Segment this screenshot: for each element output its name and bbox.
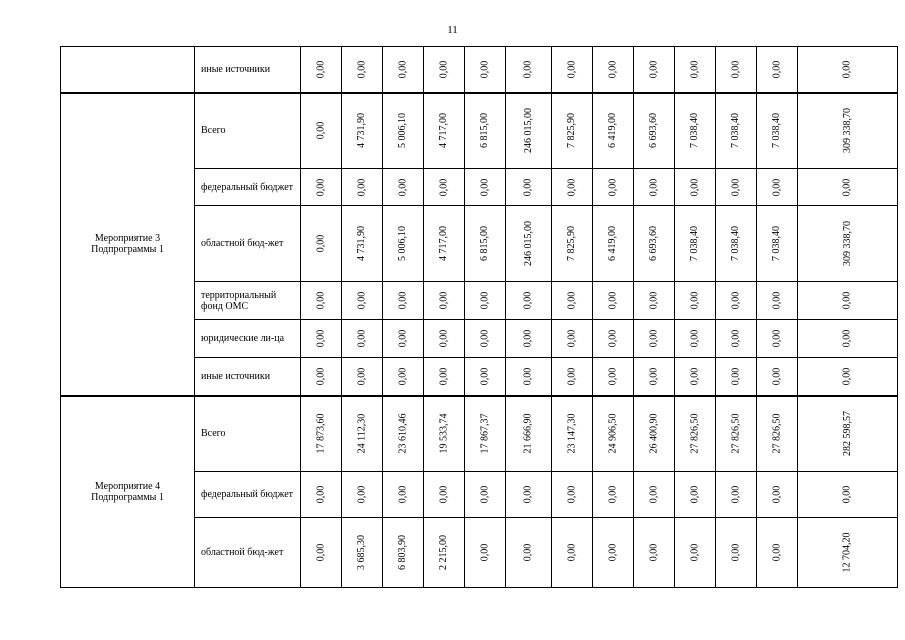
- value-cell: [674, 472, 715, 518]
- value-cell: [633, 396, 674, 472]
- value-text: 0,00: [522, 329, 534, 348]
- value-cell: [674, 206, 715, 282]
- value-cell: [551, 93, 592, 169]
- value-text: 0,00: [841, 60, 853, 78]
- value-text: 0,00: [771, 291, 783, 310]
- value-text: 0,00: [730, 178, 742, 196]
- value-text: 27 826,50: [689, 413, 701, 454]
- value-text: 0,00: [438, 329, 450, 348]
- value-cell: [756, 518, 797, 588]
- value-text: 7 038,40: [730, 113, 742, 149]
- value-cell: [674, 282, 715, 320]
- value-text: 0,00: [607, 178, 619, 196]
- value-cell: [715, 206, 756, 282]
- value-cell: [592, 47, 633, 93]
- value-cell: [715, 282, 756, 320]
- value-text: 6 693,60: [648, 113, 660, 149]
- value-text: 0,00: [356, 367, 368, 385]
- value-text: 2 215,00: [438, 535, 450, 570]
- value-text: 0,00: [479, 367, 491, 385]
- table-row: [61, 47, 898, 93]
- value-cell: [674, 358, 715, 396]
- value-cell: [756, 93, 797, 169]
- value-cell: [592, 169, 633, 206]
- value-text: 0,00: [841, 329, 853, 348]
- value-text: 0,00: [315, 178, 327, 196]
- value-cell: [301, 206, 342, 282]
- value-cell: [423, 47, 464, 93]
- value-text: 4 731,90: [356, 113, 368, 149]
- funding-source: областной бюд-жет: [195, 206, 301, 282]
- value-cell: [342, 282, 383, 320]
- value-text: 0,00: [356, 60, 368, 78]
- value-text: 0,00: [479, 178, 491, 196]
- value-text: 7 038,40: [771, 226, 783, 261]
- value-cell: [592, 93, 633, 169]
- value-cell: [715, 518, 756, 588]
- value-text: 0,00: [315, 122, 327, 140]
- value-cell: [382, 206, 423, 282]
- value-cell: [633, 93, 674, 169]
- value-cell: [551, 206, 592, 282]
- value-text: 0,00: [771, 329, 783, 348]
- total-cell: [797, 472, 897, 518]
- total-cell: [797, 93, 897, 169]
- value-text: 23 147,30: [566, 413, 578, 454]
- value-cell: [674, 47, 715, 93]
- value-text: 7 038,40: [689, 226, 701, 261]
- value-cell: [633, 169, 674, 206]
- value-cell: [633, 358, 674, 396]
- total-cell: [797, 518, 897, 588]
- event-title: Мероприятие 3: [94, 233, 161, 244]
- funding-source: иные источники: [195, 47, 301, 93]
- value-text: 0,00: [841, 178, 853, 196]
- value-text: 7 038,40: [771, 113, 783, 149]
- value-text: 0,00: [479, 329, 491, 348]
- value-cell: [301, 320, 342, 358]
- value-text: 0,00: [689, 60, 701, 78]
- total-cell: [797, 396, 897, 472]
- value-cell: [382, 472, 423, 518]
- value-cell: [423, 396, 464, 472]
- value-cell: [382, 518, 423, 588]
- value-text: 0,00: [356, 329, 368, 348]
- value-cell: [715, 358, 756, 396]
- value-cell: [592, 282, 633, 320]
- value-cell: [423, 320, 464, 358]
- value-cell: [674, 169, 715, 206]
- value-text: 0,00: [566, 329, 578, 348]
- value-cell: [674, 320, 715, 358]
- value-cell: [423, 472, 464, 518]
- funding-source: областной бюд-жет: [195, 518, 301, 588]
- value-cell: [756, 282, 797, 320]
- value-text: 17 867,37: [479, 413, 491, 454]
- value-text: 0,00: [648, 178, 660, 196]
- value-cell: [551, 47, 592, 93]
- value-cell: [633, 472, 674, 518]
- total-cell: [797, 206, 897, 282]
- value-text: 26 400,90: [648, 413, 660, 454]
- value-cell: [301, 472, 342, 518]
- value-text: 6 815,00: [479, 226, 491, 261]
- value-cell: [342, 47, 383, 93]
- value-cell: [505, 169, 551, 206]
- value-text: 7 825,90: [566, 113, 578, 149]
- value-text: 0,00: [607, 543, 619, 562]
- value-cell: [674, 93, 715, 169]
- value-cell: [551, 169, 592, 206]
- value-text: 0,00: [315, 329, 327, 348]
- value-text: 0,00: [689, 367, 701, 385]
- value-text: 19 533,74: [438, 413, 450, 454]
- value-cell: [756, 472, 797, 518]
- value-text: 0,00: [648, 485, 660, 504]
- value-cell: [674, 518, 715, 588]
- value-cell: [342, 169, 383, 206]
- value-text: 0,00: [566, 291, 578, 310]
- value-text: 0,00: [356, 291, 368, 310]
- value-cell: [301, 47, 342, 93]
- value-text: 246 015,00: [522, 221, 534, 266]
- value-cell: [756, 169, 797, 206]
- value-text: 5 006,10: [397, 113, 409, 149]
- funding-source: территориальный фонд ОМС: [195, 282, 301, 320]
- value-cell: [756, 358, 797, 396]
- value-cell: [505, 518, 551, 588]
- value-text: 0,00: [689, 178, 701, 196]
- event-title: Мероприятие 4: [94, 480, 161, 492]
- value-cell: [633, 518, 674, 588]
- value-cell: [382, 396, 423, 472]
- value-cell: [464, 47, 505, 93]
- funding-source: федеральный бюджет: [195, 169, 301, 206]
- value-cell: [342, 320, 383, 358]
- value-cell: [342, 206, 383, 282]
- value-text: 0,00: [607, 367, 619, 385]
- value-text: 0,00: [771, 543, 783, 562]
- value-text: 0,00: [438, 178, 450, 196]
- value-text: 0,00: [438, 291, 450, 310]
- total-cell: [797, 282, 897, 320]
- value-text: 0,00: [397, 291, 409, 310]
- value-text: 0,00: [397, 367, 409, 385]
- value-text: 6 693,60: [648, 226, 660, 261]
- value-cell: [505, 472, 551, 518]
- value-text: 24 112,30: [356, 413, 368, 454]
- value-cell: [464, 93, 505, 169]
- value-text: 0,00: [607, 329, 619, 348]
- value-cell: [592, 472, 633, 518]
- value-cell: [592, 358, 633, 396]
- value-text: 0,00: [771, 367, 783, 385]
- value-text: 0,00: [730, 291, 742, 310]
- value-text: 0,00: [315, 485, 327, 504]
- value-cell: [674, 396, 715, 472]
- value-text: 0,00: [397, 329, 409, 348]
- value-text: 0,00: [315, 234, 327, 253]
- value-cell: [505, 206, 551, 282]
- value-cell: [756, 47, 797, 93]
- value-text: 0,00: [315, 60, 327, 78]
- value-text: 0,00: [397, 485, 409, 504]
- value-cell: [551, 396, 592, 472]
- value-text: 0,00: [730, 485, 742, 504]
- value-text: 0,00: [479, 485, 491, 504]
- total-cell: [797, 358, 897, 396]
- value-text: 12 704,20: [841, 532, 853, 573]
- value-cell: [382, 169, 423, 206]
- value-cell: [464, 169, 505, 206]
- value-text: 0,00: [689, 291, 701, 310]
- value-cell: [756, 320, 797, 358]
- value-cell: [382, 93, 423, 169]
- value-cell: [551, 320, 592, 358]
- value-cell: [464, 320, 505, 358]
- value-cell: [301, 518, 342, 588]
- value-text: 7 038,40: [689, 113, 701, 149]
- value-text: 7 038,40: [730, 226, 742, 261]
- value-cell: [423, 169, 464, 206]
- value-text: 0,00: [566, 178, 578, 196]
- value-text: 0,00: [841, 367, 853, 385]
- value-cell: [464, 472, 505, 518]
- value-text: 0,00: [479, 60, 491, 78]
- value-text: 0,00: [689, 543, 701, 562]
- value-text: 0,00: [438, 60, 450, 78]
- value-cell: [592, 518, 633, 588]
- value-text: 282 598,57: [841, 411, 853, 457]
- value-text: 0,00: [730, 329, 742, 348]
- value-text: 0,00: [607, 485, 619, 504]
- value-cell: [715, 472, 756, 518]
- page-number: 11: [447, 24, 458, 36]
- value-cell: [423, 282, 464, 320]
- funding-source: Всего: [195, 396, 301, 472]
- value-cell: [756, 396, 797, 472]
- value-cell: [551, 282, 592, 320]
- value-text: 0,00: [648, 329, 660, 348]
- value-text: 6 815,00: [479, 113, 491, 149]
- value-cell: [382, 320, 423, 358]
- value-text: 0,00: [841, 291, 853, 310]
- value-text: 0,00: [730, 543, 742, 562]
- funding-source: Всего: [195, 93, 301, 169]
- value-text: 4 717,00: [438, 113, 450, 149]
- value-cell: [551, 358, 592, 396]
- value-cell: [342, 93, 383, 169]
- event-cell: [61, 47, 195, 93]
- value-text: 0,00: [689, 485, 701, 504]
- value-text: 0,00: [356, 178, 368, 196]
- value-cell: [342, 358, 383, 396]
- value-text: 0,00: [438, 485, 450, 504]
- value-cell: [423, 518, 464, 588]
- value-cell: [715, 169, 756, 206]
- funding-table: [60, 46, 898, 588]
- total-cell: [797, 47, 897, 93]
- value-text: 6 419,00: [607, 226, 619, 261]
- funding-source: иные источники: [195, 358, 301, 396]
- value-text: 0,00: [522, 367, 534, 385]
- value-text: 0,00: [771, 485, 783, 504]
- value-cell: [633, 282, 674, 320]
- value-cell: [342, 518, 383, 588]
- value-cell: [301, 282, 342, 320]
- value-text: 4 731,90: [356, 226, 368, 261]
- value-cell: [382, 358, 423, 396]
- value-cell: [592, 206, 633, 282]
- value-text: 0,00: [607, 291, 619, 310]
- value-text: 17 873,60: [315, 413, 327, 454]
- value-cell: [505, 282, 551, 320]
- value-text: 0,00: [730, 60, 742, 78]
- value-cell: [301, 169, 342, 206]
- total-cell: [797, 320, 897, 358]
- value-text: 3 685,30: [356, 535, 368, 570]
- value-text: 0,00: [607, 60, 619, 78]
- value-text: 0,00: [730, 367, 742, 385]
- value-text: 0,00: [648, 367, 660, 385]
- value-cell: [464, 396, 505, 472]
- value-text: 0,00: [479, 291, 491, 310]
- value-cell: [464, 518, 505, 588]
- event-cell: [61, 93, 195, 396]
- value-text: 0,00: [566, 485, 578, 504]
- table-row: [61, 396, 898, 472]
- funding-source: юридические ли-ца: [195, 320, 301, 358]
- value-text: 6 419,00: [607, 113, 619, 149]
- value-text: 0,00: [438, 367, 450, 385]
- value-cell: [551, 518, 592, 588]
- value-text: 0,00: [522, 60, 534, 78]
- value-cell: [464, 206, 505, 282]
- value-text: 0,00: [522, 543, 534, 562]
- value-text: 0,00: [315, 291, 327, 310]
- value-cell: [342, 472, 383, 518]
- value-cell: [423, 206, 464, 282]
- value-text: 0,00: [841, 485, 853, 504]
- value-cell: [505, 358, 551, 396]
- value-cell: [505, 47, 551, 93]
- value-text: 21 666,90: [522, 413, 534, 454]
- value-text: 246 015,00: [522, 108, 534, 154]
- value-cell: [464, 282, 505, 320]
- value-cell: [592, 320, 633, 358]
- event-subtitle: Подпрограммы 1: [91, 491, 164, 503]
- value-cell: [715, 93, 756, 169]
- total-cell: [797, 169, 897, 206]
- value-text: 24 906,50: [607, 413, 619, 454]
- value-text: 0,00: [522, 178, 534, 196]
- value-text: 0,00: [479, 543, 491, 562]
- value-text: 7 825,90: [566, 226, 578, 261]
- value-cell: [301, 93, 342, 169]
- value-text: 4 717,00: [438, 226, 450, 261]
- value-cell: [423, 93, 464, 169]
- value-text: 0,00: [397, 178, 409, 196]
- value-text: 0,00: [397, 60, 409, 78]
- value-cell: [756, 206, 797, 282]
- value-cell: [382, 282, 423, 320]
- value-cell: [423, 358, 464, 396]
- value-cell: [464, 358, 505, 396]
- value-text: 23 610,46: [397, 413, 409, 454]
- value-cell: [505, 396, 551, 472]
- value-text: 0,00: [566, 543, 578, 562]
- value-text: 0,00: [522, 485, 534, 504]
- value-cell: [633, 47, 674, 93]
- value-text: 27 826,50: [771, 413, 783, 454]
- value-text: 6 803,90: [397, 535, 409, 570]
- value-cell: [505, 93, 551, 169]
- value-cell: [551, 472, 592, 518]
- value-text: 0,00: [522, 291, 534, 310]
- funding-source: федеральный бюджет: [195, 472, 301, 518]
- value-cell: [301, 358, 342, 396]
- value-cell: [301, 396, 342, 472]
- value-text: 0,00: [771, 178, 783, 196]
- event-subtitle: Подпрограммы 1: [91, 244, 164, 255]
- event-cell: [61, 396, 195, 588]
- value-text: 0,00: [648, 543, 660, 562]
- value-cell: [342, 396, 383, 472]
- table-row: [61, 93, 898, 169]
- value-text: 0,00: [648, 291, 660, 310]
- value-text: 0,00: [315, 367, 327, 385]
- value-text: 0,00: [689, 329, 701, 348]
- value-text: 0,00: [771, 60, 783, 78]
- value-cell: [592, 396, 633, 472]
- value-text: 309 338,70: [841, 108, 853, 154]
- value-cell: [505, 320, 551, 358]
- value-text: 309 338,70: [841, 221, 853, 266]
- value-text: 0,00: [648, 60, 660, 78]
- value-cell: [633, 206, 674, 282]
- value-text: 0,00: [356, 485, 368, 504]
- value-cell: [715, 320, 756, 358]
- value-cell: [715, 47, 756, 93]
- value-text: 0,00: [315, 543, 327, 562]
- value-cell: [633, 320, 674, 358]
- value-text: 27 826,50: [730, 413, 742, 454]
- value-cell: [715, 396, 756, 472]
- value-text: 0,00: [566, 60, 578, 78]
- value-text: 5 006,10: [397, 226, 409, 261]
- value-text: 0,00: [566, 367, 578, 385]
- value-cell: [382, 47, 423, 93]
